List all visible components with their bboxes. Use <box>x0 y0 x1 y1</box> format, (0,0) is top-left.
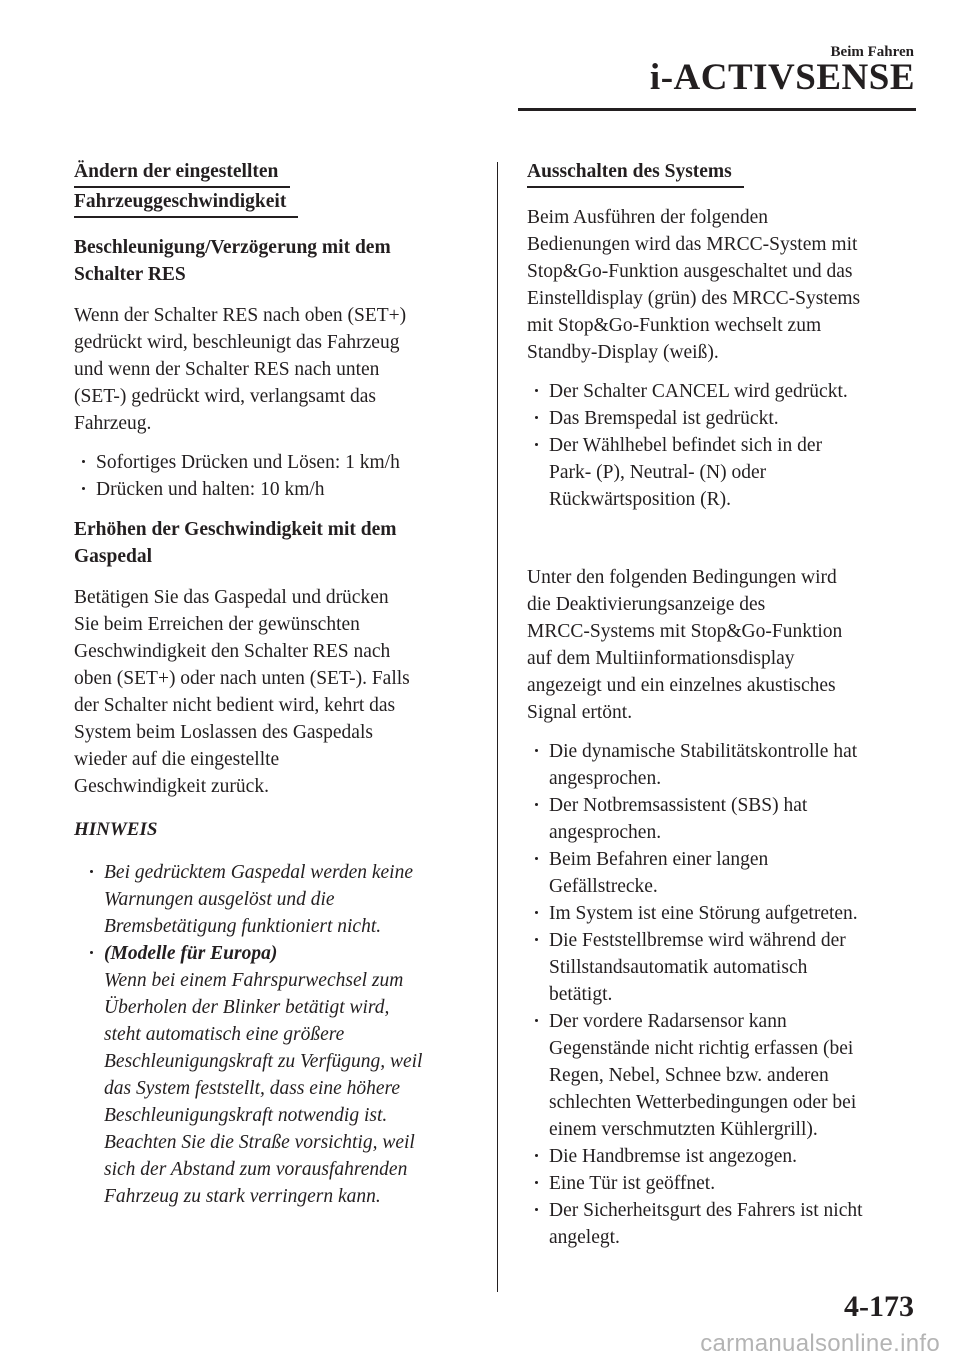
running-header-title: i-ACTIVSENSE <box>649 57 915 98</box>
bullet-dot <box>535 911 538 914</box>
list-item <box>527 378 927 405</box>
bullet-list-disable-operations <box>527 378 927 513</box>
bullet-dot <box>535 749 538 752</box>
subheading-line: Schalter RES <box>74 264 186 285</box>
paragraph-accelerator <box>74 584 480 800</box>
bullet-dot <box>535 389 538 392</box>
list-item <box>527 405 927 432</box>
column-divider <box>497 162 498 1292</box>
subheading-res-switch <box>74 234 480 288</box>
bullet-dot <box>535 1019 538 1022</box>
list-item-text: Der Wählhebel befindet sich in der <box>549 435 823 456</box>
note-line: Fahrzeug zu stark verringern kann. <box>104 1186 381 1207</box>
header-rule <box>518 108 916 111</box>
page-number: 4-173 <box>844 1290 914 1323</box>
text-line: Stop&Go-Funktion ausgeschaltet und das <box>527 261 853 282</box>
note-title: HINWEIS <box>74 819 158 840</box>
note-line: Bremsbetätigung funktioniert nicht. <box>104 916 382 937</box>
list-item <box>527 1143 927 1170</box>
list-item-text: Regen, Nebel, Schnee bzw. anderen <box>549 1065 829 1086</box>
paragraph-deactivation-conditions <box>527 564 927 726</box>
list-item <box>527 900 927 927</box>
note-line: Wenn bei einem Fahrspurwechsel zum <box>104 970 404 991</box>
subheading-line: Erhöhen der Geschwindigkeit mit dem <box>74 519 397 540</box>
text-line: mit Stop&Go-Funktion wechselt zum <box>527 315 822 336</box>
paragraph-res-switch <box>74 302 480 437</box>
note-line: das System feststellt, dass eine höhere <box>104 1078 401 1099</box>
list-item-text: Der Notbremsassistent (SBS) hat <box>549 795 808 816</box>
note-line: Beschleunigungskraft zu Verfügung, weil <box>104 1051 423 1072</box>
list-item-text: angesprochen. <box>549 822 662 843</box>
subheading-line: Beschleunigung/Verzögerung mit dem <box>74 237 391 258</box>
list-item-text: einem verschmutzten Kühlergrill). <box>549 1119 818 1140</box>
note-item <box>74 859 480 940</box>
text-line: die Deaktivierungsanzeige des <box>527 594 766 615</box>
text-line: Unter den folgenden Bedingungen wird <box>527 567 837 588</box>
text-line: Wenn der Schalter RES nach oben (SET+) <box>74 305 407 326</box>
list-item <box>527 792 927 846</box>
list-item-text: angesprochen. <box>549 768 662 789</box>
list-item-text: Die Handbremse ist angezogen. <box>549 1146 797 1167</box>
bullet-dot <box>82 460 85 463</box>
bullet-dot <box>535 416 538 419</box>
text-line: wieder auf die eingestellte <box>74 749 280 770</box>
subheading-line: Gaspedal <box>74 546 153 567</box>
text-line: Sie beim Erreichen der gewünschten <box>74 614 360 635</box>
list-item-text: Drücken und halten: 10 km/h <box>96 479 325 500</box>
note-line: Bei gedrücktem Gaspedal werden keine <box>104 862 414 883</box>
text-line: Geschwindigkeit zurück. <box>74 776 269 797</box>
bullet-dot <box>90 870 93 873</box>
text-line: Fahrzeug. <box>74 413 152 434</box>
section-heading-disable-system <box>527 158 927 188</box>
bullet-dot <box>535 938 538 941</box>
text-line: auf dem Multiinformationsdisplay <box>527 648 795 669</box>
list-item-text: Im System ist eine Störung aufgetreten. <box>549 903 858 924</box>
bullet-dot <box>82 487 85 490</box>
bullet-list-deactivation-conditions <box>527 738 927 1251</box>
list-item-text: Gefällstrecke. <box>549 876 658 897</box>
list-item <box>527 1170 927 1197</box>
text-line: oben (SET+) oder nach unten (SET-). Falls <box>74 668 410 689</box>
text-line: und wenn der Schalter RES nach unten <box>74 359 380 380</box>
text-line: der Schalter nicht bedient wird, kehrt das <box>74 695 396 716</box>
watermark: carmanualsonline.info <box>700 1330 940 1357</box>
list-item <box>527 738 927 792</box>
list-item-text: Eine Tür ist geöffnet. <box>549 1173 716 1194</box>
bullet-dot <box>535 1208 538 1211</box>
text-line: MRCC-Systems mit Stop&Go-Funktion <box>527 621 843 642</box>
list-item-text: angelegt. <box>549 1227 620 1248</box>
list-item-text: betätigt. <box>549 984 613 1005</box>
list-item-text: Der Schalter CANCEL wird gedrückt. <box>549 381 848 402</box>
note-line: sich der Abstand zum vorausfahrenden <box>104 1159 408 1180</box>
text-line: Geschwindigkeit den Schalter RES nach <box>74 641 391 662</box>
text-line: Betätigen Sie das Gaspedal und drücken <box>74 587 389 608</box>
bullet-dot <box>535 803 538 806</box>
text-line: Beim Ausführen der folgenden <box>527 207 768 228</box>
spacer <box>527 526 927 564</box>
list-item-text: Die dynamische Stabilitätskontrolle hat <box>549 741 858 762</box>
list-item-text: Beim Befahren einer langen <box>549 849 769 870</box>
note-list <box>74 859 480 1210</box>
bullet-list-speed-steps <box>74 449 480 503</box>
running-header-section: Beim Fahren <box>830 44 914 60</box>
list-item <box>527 1008 927 1143</box>
text-line: gedrückt wird, beschleunigt das Fahrzeug <box>74 332 400 353</box>
list-item <box>527 846 927 900</box>
text-line: Bedienungen wird das MRCC-System mit <box>527 234 858 255</box>
list-item-text: schlechten Wetterbedingungen oder bei <box>549 1092 857 1113</box>
heading-line: Ändern der eingestellten <box>74 158 290 188</box>
list-item <box>527 927 927 1008</box>
text-line: System beim Loslassen des Gaspedals <box>74 722 373 743</box>
note-line: Beschleunigungskraft notwendig ist. <box>104 1105 388 1126</box>
list-item-text: Der Sicherheitsgurt des Fahrers ist nicht <box>549 1200 863 1221</box>
paragraph-disable-operations <box>527 204 927 366</box>
bullet-dot <box>90 951 93 954</box>
list-item-text: Gegenstände nicht richtig erfassen (bei <box>549 1038 854 1059</box>
note-line: steht automatisch eine größere <box>104 1024 345 1045</box>
list-item <box>74 476 480 503</box>
list-item-text: Die Feststellbremse wird während der <box>549 930 846 951</box>
left-column <box>74 158 480 1210</box>
bullet-dot <box>535 857 538 860</box>
right-column <box>527 158 927 1264</box>
note-line: Überholen der Blinker betätigt wird, <box>104 997 390 1018</box>
subheading-accelerator <box>74 516 480 570</box>
text-line: (SET-) gedrückt wird, verlangsamt das <box>74 386 376 407</box>
list-item-text: Park- (P), Neutral- (N) oder <box>549 462 767 483</box>
bullet-dot <box>535 443 538 446</box>
note-line: Warnungen ausgelöst und die <box>104 889 335 910</box>
text-line: Signal ertönt. <box>527 702 633 723</box>
note-model-label: (Modelle für Europa) <box>104 943 278 964</box>
bullet-dot <box>535 1181 538 1184</box>
bullet-dot <box>535 1154 538 1157</box>
list-item <box>527 1197 927 1251</box>
list-item-text: Der vordere Radarsensor kann <box>549 1011 787 1032</box>
list-item-text: Sofortiges Drücken und Lösen: 1 km/h <box>96 452 400 473</box>
note-line: Beachten Sie die Straße vorsichtig, weil <box>104 1132 415 1153</box>
list-item-text: Rückwärtsposition (R). <box>549 489 731 510</box>
text-line: Einstelldisplay (grün) des MRCC-Systems <box>527 288 861 309</box>
note-item <box>74 940 480 1210</box>
list-item <box>74 449 480 476</box>
section-heading-change-speed <box>74 158 480 218</box>
list-item-text: Das Bremspedal ist gedrückt. <box>549 408 779 429</box>
text-line: Standby-Display (weiß). <box>527 342 719 363</box>
heading-line: Fahrzeuggeschwindigkeit <box>74 188 298 218</box>
list-item-text: Stillstandsautomatik automatisch <box>549 957 808 978</box>
heading-line: Ausschalten des Systems <box>527 158 744 188</box>
text-line: angezeigt und ein einzelnes akustisches <box>527 675 836 696</box>
list-item <box>527 432 927 513</box>
